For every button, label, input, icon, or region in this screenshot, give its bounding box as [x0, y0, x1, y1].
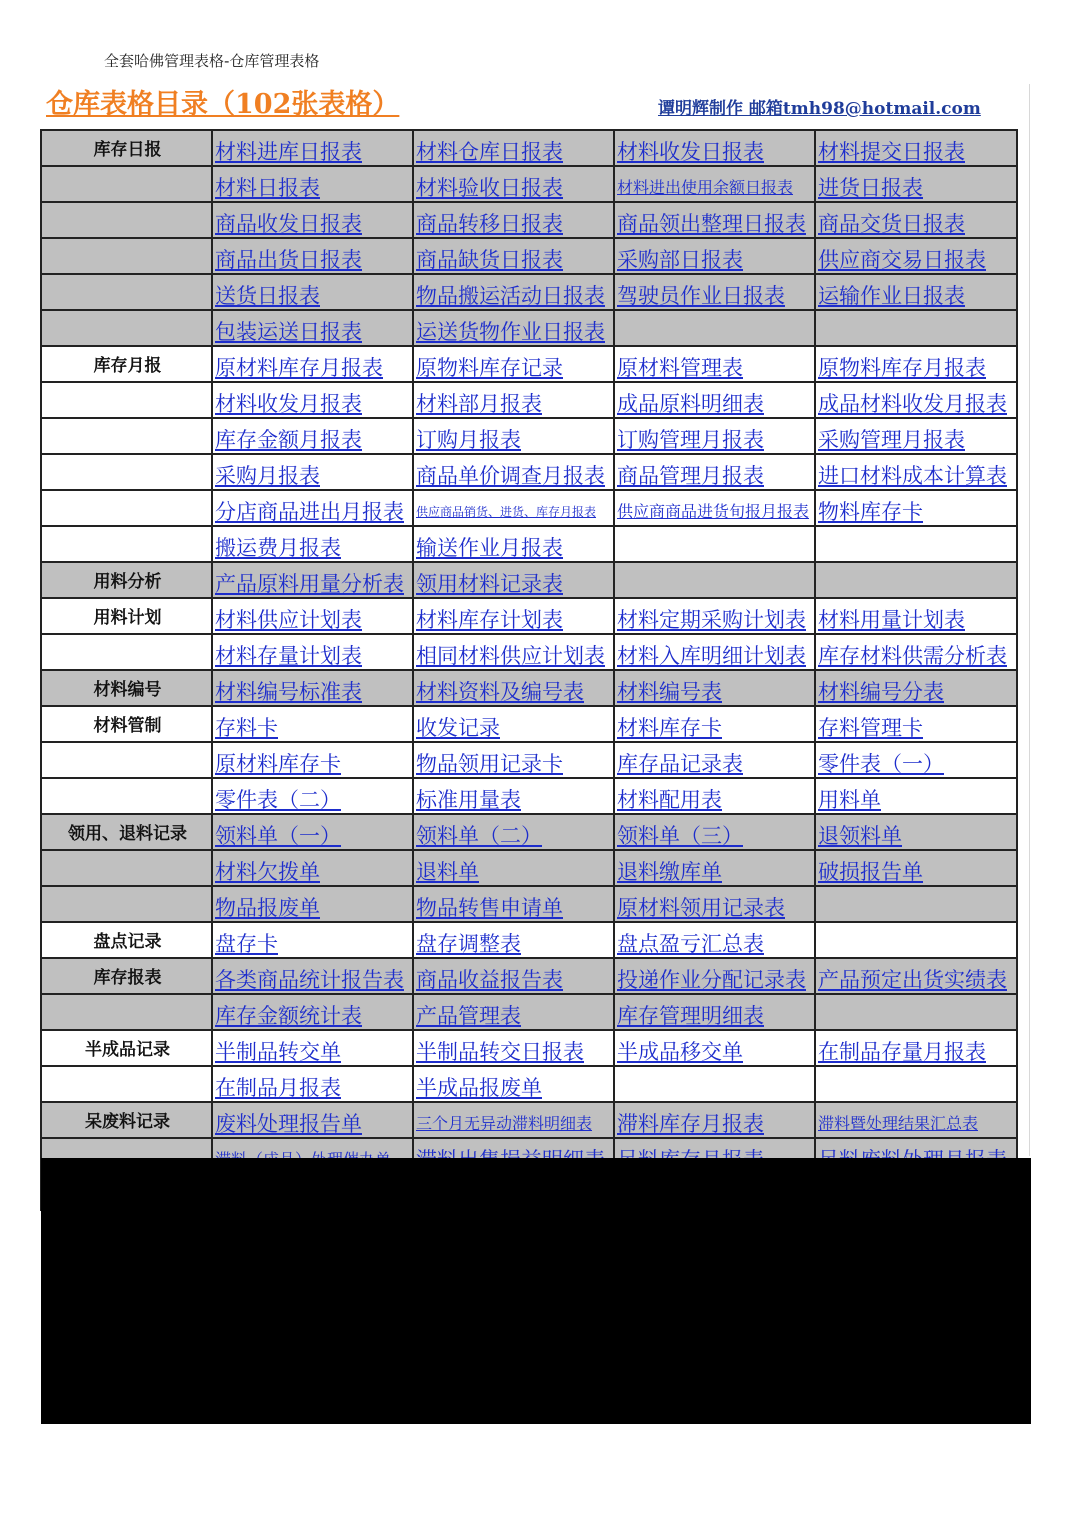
form-link[interactable]: 滞料暨处理结果汇总表	[818, 1114, 979, 1133]
table-cell	[614, 922, 815, 958]
category-label	[41, 238, 212, 274]
form-link[interactable]: 材料日报表	[215, 176, 320, 200]
form-link[interactable]: 材料供应计划表	[215, 608, 362, 632]
form-link[interactable]: 订购月报表	[416, 428, 521, 452]
form-link[interactable]: 库存材料供需分析表	[818, 644, 1007, 668]
form-link[interactable]: 废料处理报告单	[215, 1112, 362, 1136]
table-row	[41, 706, 1017, 742]
table-cell	[614, 814, 815, 850]
table-cell	[815, 634, 1017, 670]
form-link[interactable]: 输送作业月报表	[416, 536, 563, 560]
form-link[interactable]: 存料管理卡	[818, 716, 923, 740]
form-link[interactable]: 破损报告单	[818, 860, 923, 884]
form-link[interactable]: 半制品转交单	[215, 1040, 341, 1064]
form-link[interactable]: 成品材料收发月报表	[818, 392, 1007, 416]
table-row	[41, 958, 1017, 994]
table-cell	[413, 670, 614, 706]
category-label	[41, 274, 212, 310]
table-cell	[614, 742, 815, 778]
form-link[interactable]: 标准用量表	[416, 788, 521, 812]
category-label: 库存报表	[41, 958, 212, 994]
form-link[interactable]: 物品转售申请单	[416, 896, 563, 920]
form-link[interactable]: 成品原料明细表	[617, 392, 764, 416]
form-link[interactable]: 材料配用表	[617, 788, 722, 812]
table-cell	[614, 850, 815, 886]
table-cell	[212, 562, 413, 598]
table-cell	[413, 814, 614, 850]
table-cell	[815, 526, 1017, 562]
form-link[interactable]: 领用材料记录表	[416, 572, 563, 596]
table-row	[41, 310, 1017, 346]
table-cell	[212, 202, 413, 238]
table-cell	[212, 814, 413, 850]
table-cell	[815, 130, 1017, 166]
form-link[interactable]: 库存金额月报表	[215, 428, 362, 452]
form-link[interactable]: 退料缴库单	[617, 860, 722, 884]
table-cell	[413, 130, 614, 166]
form-link[interactable]: 材料进库日报表	[215, 140, 362, 164]
category-label	[41, 994, 212, 1030]
table-cell	[815, 958, 1017, 994]
form-link[interactable]: 材料存量计划表	[215, 644, 362, 668]
table-cell	[815, 346, 1017, 382]
table-cell	[413, 958, 614, 994]
table-cell	[212, 706, 413, 742]
table-cell	[212, 634, 413, 670]
table-cell	[614, 562, 815, 598]
table-row	[41, 274, 1017, 310]
form-link[interactable]: 领料单（二）	[416, 824, 542, 848]
table-cell	[413, 454, 614, 490]
table-row	[41, 670, 1017, 706]
table-cell	[212, 778, 413, 814]
form-link[interactable]: 订购管理月报表	[617, 428, 764, 452]
table-cell	[212, 1030, 413, 1066]
form-link[interactable]: 包装运送日报表	[215, 320, 362, 344]
table-row	[41, 490, 1017, 526]
table-row	[41, 454, 1017, 490]
table-cell	[614, 598, 815, 634]
form-link[interactable]: 供应商品销货、进货、库存月报表	[416, 505, 597, 519]
table-cell	[212, 346, 413, 382]
table-cell	[815, 706, 1017, 742]
table-row	[41, 202, 1017, 238]
table-row	[41, 994, 1017, 1030]
table-cell	[815, 202, 1017, 238]
table-cell	[413, 382, 614, 418]
table-cell	[815, 598, 1017, 634]
form-link[interactable]: 材料用量计划表	[818, 608, 965, 632]
form-link[interactable]: 盘点盈亏汇总表	[617, 932, 764, 956]
form-link[interactable]: 盘存调整表	[416, 932, 521, 956]
table-cell	[413, 598, 614, 634]
form-link[interactable]: 采购管理月报表	[818, 428, 965, 452]
form-link[interactable]: 零件表（一）	[818, 752, 944, 776]
table-cell	[614, 130, 815, 166]
table-cell	[614, 958, 815, 994]
table-cell	[614, 418, 815, 454]
form-link[interactable]: 物料库存卡	[818, 500, 923, 524]
form-link[interactable]: 商品交货日报表	[818, 212, 965, 236]
form-link[interactable]: 驾驶员作业日报表	[617, 284, 785, 308]
table-cell	[614, 346, 815, 382]
category-label: 材料编号	[41, 670, 212, 706]
category-label: 半成品记录	[41, 1030, 212, 1066]
table-cell	[212, 994, 413, 1030]
table-cell	[815, 1102, 1017, 1138]
page-title[interactable]: 仓库表格目录（102张表格）	[46, 89, 400, 120]
form-link[interactable]: 退料单	[416, 860, 479, 884]
form-link[interactable]: 材料收发日报表	[617, 140, 764, 164]
form-link[interactable]: 商品转移日报表	[416, 212, 563, 236]
table-cell	[815, 994, 1017, 1030]
category-label	[41, 382, 212, 418]
table-cell	[614, 994, 815, 1030]
form-link[interactable]: 库存品记录表	[617, 752, 743, 776]
form-link[interactable]: 材料库存卡	[617, 716, 722, 740]
form-link[interactable]: 运送货物作业日报表	[416, 320, 605, 344]
category-label: 呆废料记录	[41, 1102, 212, 1138]
document-header: 全套哈佛管理表格-仓库管理表格	[104, 52, 320, 70]
form-link[interactable]: 物品搬运活动日报表	[416, 284, 605, 308]
form-link[interactable]: 在制品月报表	[215, 1076, 341, 1100]
table-cell	[815, 814, 1017, 850]
category-label	[41, 1066, 212, 1102]
table-cell	[212, 850, 413, 886]
table-row	[41, 1030, 1017, 1066]
table-cell	[212, 310, 413, 346]
table-cell	[815, 886, 1017, 922]
form-link[interactable]: 产品管理表	[416, 1004, 521, 1028]
table-cell	[614, 886, 815, 922]
table-cell	[212, 1102, 413, 1138]
form-link[interactable]: 材料仓库日报表	[416, 140, 563, 164]
table-cell	[815, 778, 1017, 814]
table-row	[41, 382, 1017, 418]
form-link[interactable]: 退领料单	[818, 824, 902, 848]
table-cell	[614, 166, 815, 202]
table-cell	[212, 490, 413, 526]
table-cell	[815, 850, 1017, 886]
form-link[interactable]: 原物料库存月报表	[818, 356, 986, 380]
form-link[interactable]: 材料进出使用余额日报表	[617, 178, 794, 197]
table-cell	[614, 1066, 815, 1102]
form-link[interactable]: 库存管理明细表	[617, 1004, 764, 1028]
form-link[interactable]: 收发记录	[416, 716, 500, 740]
table-cell	[413, 238, 614, 274]
form-link[interactable]: 材料收发月报表	[215, 392, 362, 416]
form-link[interactable]: 材料入库明细计划表	[617, 644, 806, 668]
table-cell	[413, 490, 614, 526]
table-cell	[413, 418, 614, 454]
form-link[interactable]: 进货日报表	[818, 176, 923, 200]
table-cell	[212, 598, 413, 634]
table-cell	[614, 274, 815, 310]
table-row	[41, 598, 1017, 634]
category-label	[41, 454, 212, 490]
table-cell	[212, 274, 413, 310]
table-row	[41, 1102, 1017, 1138]
form-link[interactable]: 产品原料用量分析表	[215, 572, 404, 596]
table-cell	[815, 454, 1017, 490]
category-label	[41, 310, 212, 346]
form-link[interactable]: 商品领出整理日报表	[617, 212, 806, 236]
category-label	[41, 526, 212, 562]
table-row	[41, 634, 1017, 670]
form-link[interactable]: 供应商交易日报表	[818, 248, 986, 272]
form-link[interactable]: 商品收益报告表	[416, 968, 563, 992]
form-link[interactable]: 用料单	[818, 788, 881, 812]
form-link[interactable]: 三个月无异动滞料明细表	[416, 1114, 593, 1133]
table-cell	[413, 526, 614, 562]
form-link[interactable]: 原材料库存月报表	[215, 356, 383, 380]
category-label: 用料分析	[41, 562, 212, 598]
category-label: 库存月报	[41, 346, 212, 382]
table-cell	[413, 706, 614, 742]
table-cell	[212, 922, 413, 958]
table-row	[41, 130, 1017, 166]
form-link[interactable]: 材料欠拨单	[215, 860, 320, 884]
table-cell	[413, 1066, 614, 1102]
form-link[interactable]: 半成品报废单	[416, 1076, 542, 1100]
form-link[interactable]: 材料验收日报表	[416, 176, 563, 200]
table-row	[41, 886, 1017, 922]
form-link[interactable]: 库存金额统计表	[215, 1004, 362, 1028]
page-divider	[1029, 84, 1030, 1156]
table-cell	[212, 526, 413, 562]
table-cell	[815, 742, 1017, 778]
table-cell	[614, 526, 815, 562]
table-cell	[815, 238, 1017, 274]
table-cell	[212, 454, 413, 490]
category-label	[41, 850, 212, 886]
form-catalog-table	[40, 129, 1018, 1211]
table-cell	[212, 382, 413, 418]
table-cell	[212, 886, 413, 922]
table-cell	[614, 1030, 815, 1066]
table-cell	[614, 706, 815, 742]
table-cell	[614, 310, 815, 346]
category-label	[41, 742, 212, 778]
redacted-block	[41, 1158, 1031, 1424]
category-label	[41, 490, 212, 526]
form-link[interactable]: 滞料库存月报表	[617, 1112, 764, 1136]
author-email-link[interactable]: 谭明辉制作 邮箱tmh98@hotmail.com	[658, 99, 981, 119]
form-link[interactable]: 材料编号表	[617, 680, 722, 704]
table-cell	[413, 742, 614, 778]
table-row	[41, 778, 1017, 814]
form-link[interactable]: 原物料库存记录	[416, 356, 563, 380]
form-link[interactable]: 盘存卡	[215, 932, 278, 956]
form-link[interactable]: 材料库存计划表	[416, 608, 563, 632]
table-cell	[815, 1030, 1017, 1066]
table-cell	[815, 490, 1017, 526]
table-cell	[614, 778, 815, 814]
form-link[interactable]: 在制品存量月报表	[818, 1040, 986, 1064]
table-cell	[413, 850, 614, 886]
table-row	[41, 814, 1017, 850]
category-label	[41, 634, 212, 670]
form-link[interactable]: 商品收发日报表	[215, 212, 362, 236]
table-cell	[212, 418, 413, 454]
form-link[interactable]: 商品单价调查月报表	[416, 464, 605, 488]
form-link[interactable]: 材料提交日报表	[818, 140, 965, 164]
form-link[interactable]: 原材料库存卡	[215, 752, 341, 776]
form-link[interactable]: 领料单（三）	[617, 824, 743, 848]
category-label: 材料管制	[41, 706, 212, 742]
table-cell	[212, 166, 413, 202]
table-cell	[413, 922, 614, 958]
table-cell	[212, 958, 413, 994]
form-link[interactable]: 原材料领用记录表	[617, 896, 785, 920]
table-cell	[614, 202, 815, 238]
table-cell	[614, 454, 815, 490]
form-link[interactable]: 分店商品进出月报表	[215, 500, 404, 524]
form-link[interactable]: 半成品移交单	[617, 1040, 743, 1064]
table-row	[41, 526, 1017, 562]
table-cell	[614, 238, 815, 274]
table-cell	[614, 490, 815, 526]
form-link[interactable]: 运输作业日报表	[818, 284, 965, 308]
form-link[interactable]: 产品预定出货实绩表	[818, 968, 1007, 992]
table-cell	[413, 1030, 614, 1066]
table-cell	[614, 382, 815, 418]
category-label: 用料计划	[41, 598, 212, 634]
table-cell	[413, 202, 614, 238]
table-cell	[815, 922, 1017, 958]
table-row	[41, 238, 1017, 274]
category-label: 盘点记录	[41, 922, 212, 958]
table-cell	[413, 994, 614, 1030]
table-cell	[815, 274, 1017, 310]
form-link[interactable]: 材料定期采购计划表	[617, 608, 806, 632]
category-label	[41, 418, 212, 454]
category-label	[41, 166, 212, 202]
table-row	[41, 742, 1017, 778]
form-link[interactable]: 采购月报表	[215, 464, 320, 488]
table-cell	[614, 670, 815, 706]
table-cell	[815, 166, 1017, 202]
category-label: 库存日报	[41, 130, 212, 166]
form-link[interactable]: 供应商商品进货旬报月报表	[617, 502, 810, 521]
category-label	[41, 778, 212, 814]
table-row	[41, 562, 1017, 598]
form-link[interactable]: 半制品转交日报表	[416, 1040, 584, 1064]
form-link[interactable]: 原材料管理表	[617, 356, 743, 380]
form-link[interactable]: 物品领用记录卡	[416, 752, 563, 776]
form-link[interactable]: 搬运费月报表	[215, 536, 341, 560]
category-label: 领用、退料记录	[41, 814, 212, 850]
form-link[interactable]: 各类商品统计报告表	[215, 968, 404, 992]
table-row	[41, 922, 1017, 958]
form-link[interactable]: 存料卡	[215, 716, 278, 740]
table-cell	[413, 166, 614, 202]
form-link[interactable]: 相同材料供应计划表	[416, 644, 605, 668]
table-cell	[413, 562, 614, 598]
table-cell	[413, 274, 614, 310]
form-link[interactable]: 材料部月报表	[416, 392, 542, 416]
table-cell	[212, 130, 413, 166]
form-link[interactable]: 投递作业分配记录表	[617, 968, 806, 992]
table-cell	[413, 310, 614, 346]
table-cell	[413, 778, 614, 814]
table-cell	[212, 742, 413, 778]
form-link[interactable]: 采购部日报表	[617, 248, 743, 272]
table-cell	[413, 886, 614, 922]
category-label	[41, 202, 212, 238]
table-row	[41, 346, 1017, 382]
table-cell	[413, 634, 614, 670]
table-cell	[413, 1102, 614, 1138]
table-row	[41, 1066, 1017, 1102]
table-cell	[815, 418, 1017, 454]
form-link[interactable]: 物品报废单	[215, 896, 320, 920]
table-cell	[614, 1102, 815, 1138]
form-link[interactable]: 材料资料及编号表	[416, 680, 584, 704]
table-row	[41, 166, 1017, 202]
table-cell	[614, 634, 815, 670]
form-link[interactable]: 进口材料成本计算表	[818, 464, 1007, 488]
table-cell	[815, 1066, 1017, 1102]
table-cell	[815, 670, 1017, 706]
table-cell	[212, 238, 413, 274]
form-link[interactable]: 商品出货日报表	[215, 248, 362, 272]
table-cell	[815, 562, 1017, 598]
table-cell	[212, 670, 413, 706]
table-cell	[413, 346, 614, 382]
form-link[interactable]: 送货日报表	[215, 284, 320, 308]
form-link[interactable]: 商品管理月报表	[617, 464, 764, 488]
form-link[interactable]: 材料编号标准表	[215, 680, 362, 704]
form-link[interactable]: 材料编号分表	[818, 680, 944, 704]
form-link[interactable]: 零件表（二）	[215, 788, 341, 812]
form-link[interactable]: 商品缺货日报表	[416, 248, 563, 272]
form-link[interactable]: 领料单（一）	[215, 824, 341, 848]
category-label	[41, 886, 212, 922]
table-row	[41, 418, 1017, 454]
table-cell	[212, 1066, 413, 1102]
table-row	[41, 850, 1017, 886]
table-cell	[815, 310, 1017, 346]
table-cell	[815, 382, 1017, 418]
